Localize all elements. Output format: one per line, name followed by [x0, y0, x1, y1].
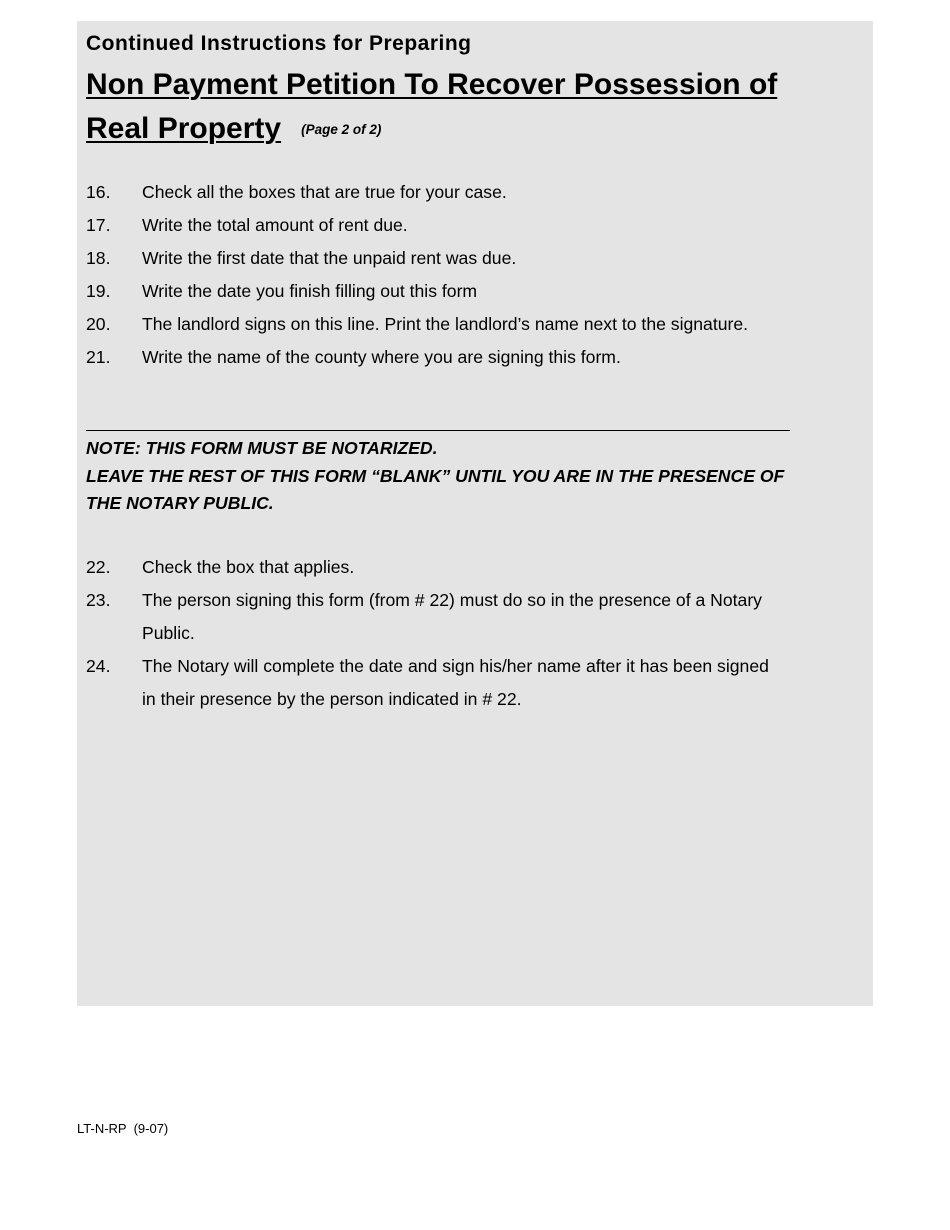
instruction-text: The person signing this form (from # 22) must do so in the presence of a Notary Public.	[142, 590, 762, 643]
instruction-number: 17.	[86, 215, 111, 235]
instruction-number: 20.	[86, 314, 111, 334]
section-divider	[86, 430, 790, 431]
instruction-item-16	[86, 176, 786, 209]
instruction-item-19	[86, 275, 786, 308]
notarization-note	[86, 435, 866, 518]
instruction-text: Write the first date that the unpaid rent was due.	[142, 248, 517, 268]
instruction-item-23	[86, 584, 786, 650]
instruction-item-24	[86, 650, 786, 716]
instruction-number: 19.	[86, 281, 111, 301]
note-line-1: NOTE: THIS FORM MUST BE NOTARIZED.	[86, 438, 438, 458]
instruction-number: 24.	[86, 656, 111, 676]
note-line-2: LEAVE THE REST OF THIS FORM “BLANK” UNTIL YOU ARE IN THE PRESENCE OF	[86, 465, 785, 486]
instruction-number: 23.	[86, 590, 111, 610]
instruction-item-18	[86, 242, 786, 275]
header-subtitle: Continued Instructions for Preparing	[86, 32, 472, 55]
instruction-number: 22.	[86, 557, 111, 577]
instruction-text: The landlord signs on this line. Print the landlord’s name next to the signature.	[142, 314, 749, 334]
instruction-item-17	[86, 209, 786, 242]
instruction-text: Write the name of the county where you are signing this form.	[142, 347, 621, 367]
instruction-item-22	[86, 551, 786, 584]
instruction-number: 21.	[86, 347, 111, 367]
instructions-list-part1	[86, 176, 786, 374]
instruction-item-20	[86, 308, 786, 341]
form-code: LT-N-RP (9-07)	[77, 1121, 169, 1136]
instruction-text: Check all the boxes that are true for your case.	[142, 182, 507, 202]
instruction-item-21	[86, 341, 786, 374]
instruction-text: Check the box that applies.	[142, 557, 355, 577]
instructions-list-part2	[86, 551, 786, 716]
page-title	[86, 63, 846, 152]
instruction-text: The Notary will complete the date and sign his/her name after it has been signed in their presence by the person indicated in # 22.	[142, 656, 769, 709]
instruction-text: Write the total amount of rent due.	[142, 215, 408, 235]
page-indicator: (Page 2 of 2)	[301, 122, 382, 137]
instruction-number: 18.	[86, 248, 111, 268]
note-line-3: THE NOTARY PUBLIC.	[86, 493, 274, 513]
instruction-text: Write the date you finish filling out this form	[142, 281, 478, 301]
instruction-number: 16.	[86, 182, 111, 202]
form-title: Non Payment Petition To Recover Possession of Real Property	[86, 68, 778, 145]
